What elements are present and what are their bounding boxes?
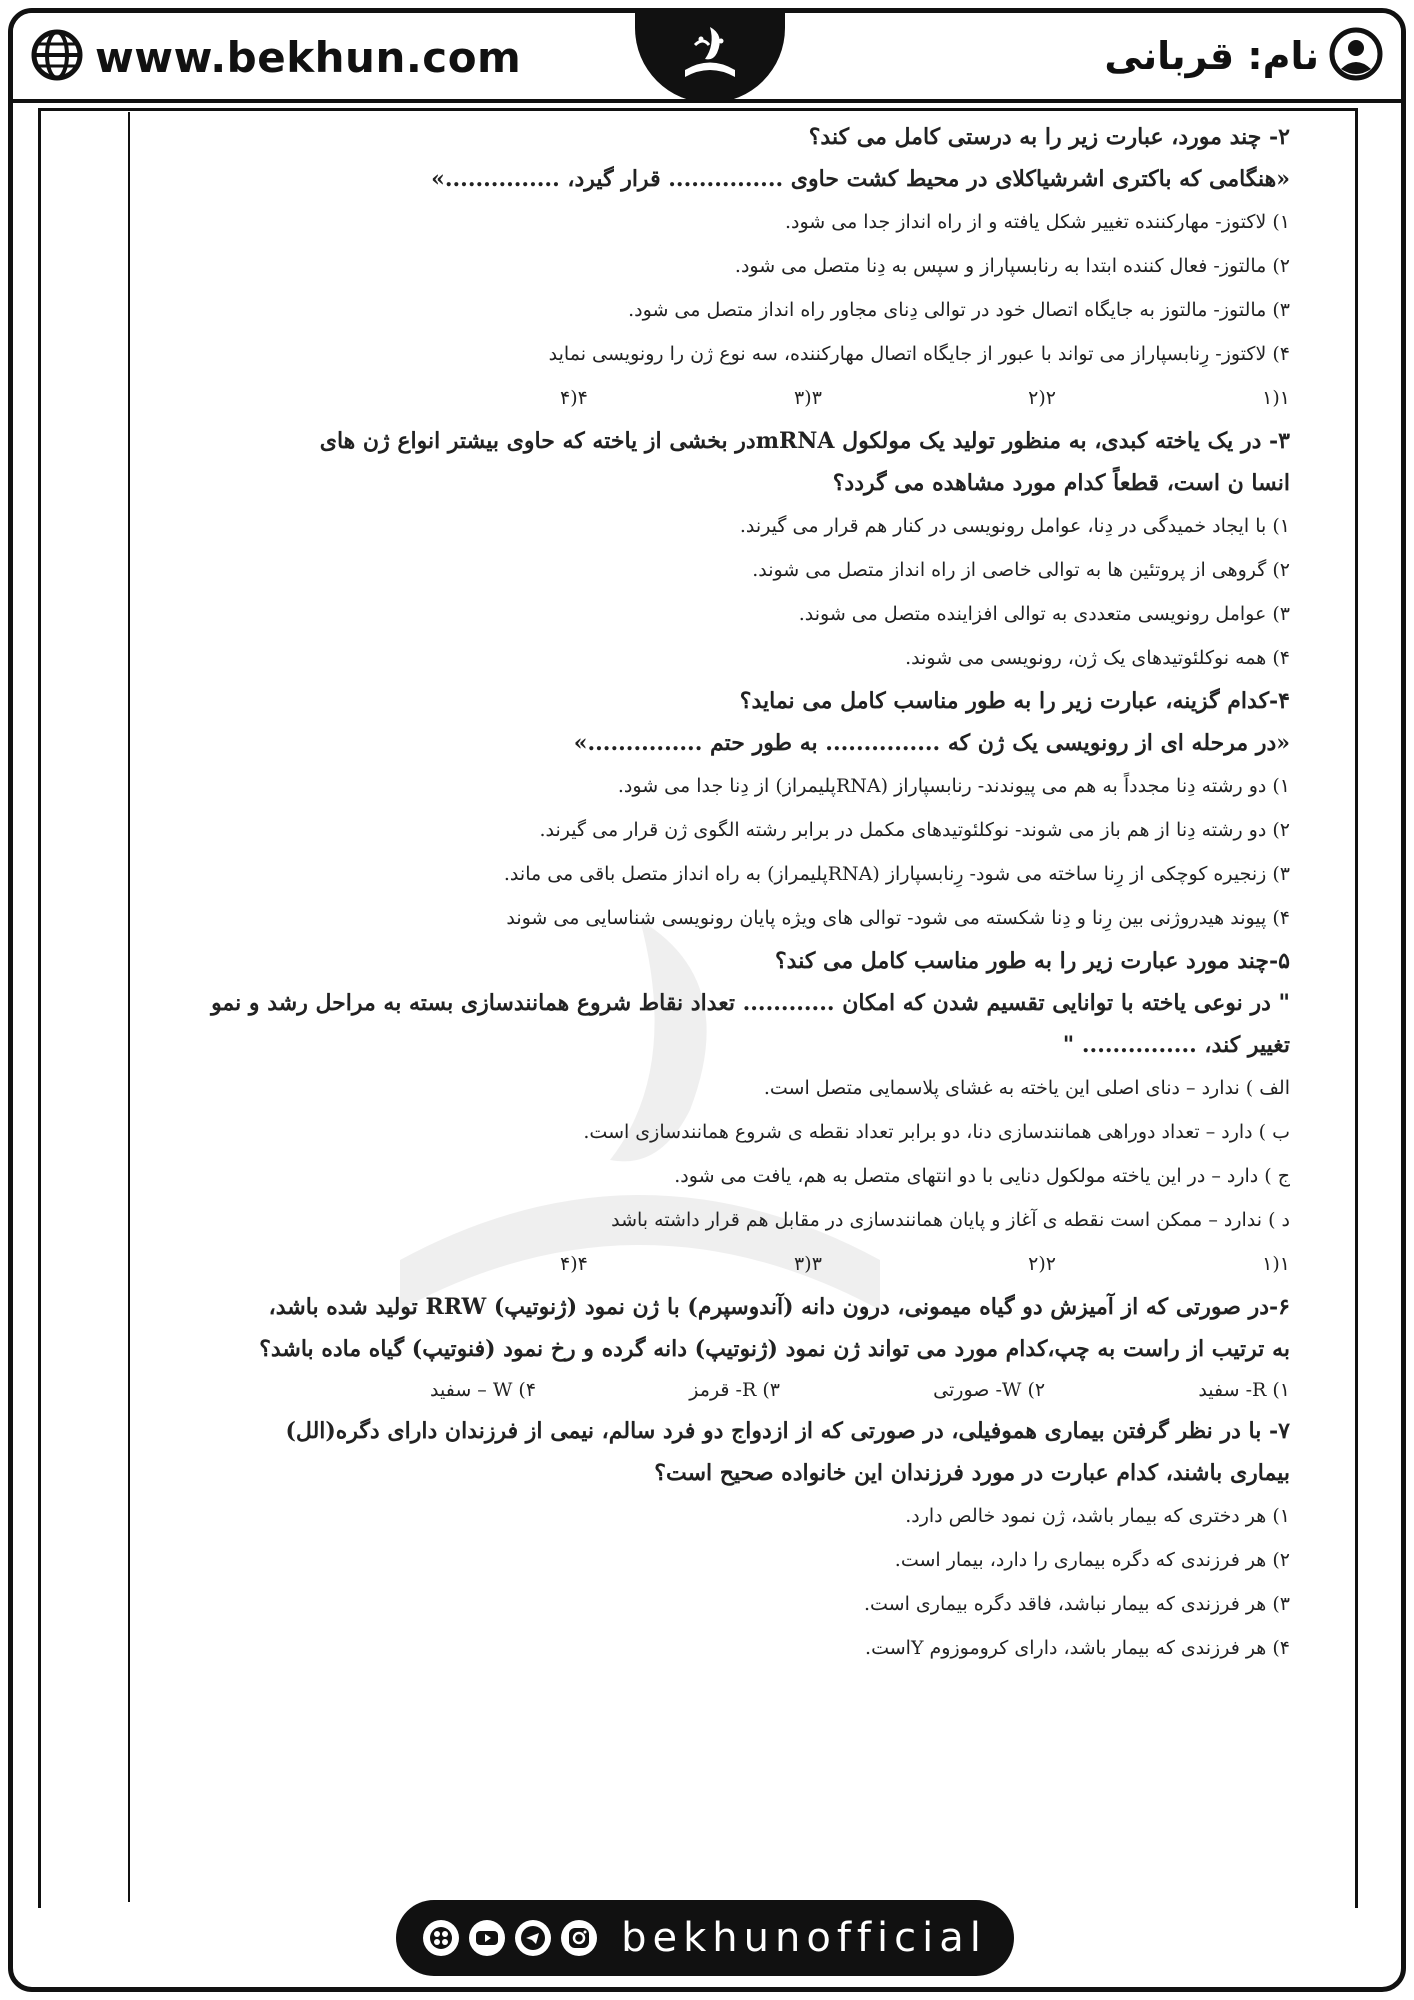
- q7-option-3: ۳) هر فرزندی که بیمار نباشد، فاقد دگره بیماری است.: [863, 1593, 1290, 1615]
- student-name: [1104, 27, 1383, 85]
- q6-option-3: ۳) R- قرمز: [689, 1379, 780, 1401]
- q2-option-4: ۴) لاکتوز- رِنابسپاراز می تواند با عبور از جایگاه اتصال مهارکننده، سه نوع ژن را رونویسی نماید: [548, 343, 1290, 365]
- question-7-title: ۷- با در نظر گرفتن بیماری هموفیلی، در صورتی که از ازدواج دو فرد سالم، نیمی از فرزندان دارای دگره(الل): [285, 1418, 1290, 1444]
- question-2-stem: «هنگامی که باکتری اشرشیاکلای در محیط کشت حاوی ............... قرار گیرد، ...............»: [431, 166, 1290, 192]
- question-6-title: ۶-در صورتی که از آمیزش دو گیاه میمونی، درون دانه (آندوسپرم) با ژن نمود (ژنوتیپ) RRW تولید شده باشد،: [268, 1294, 1290, 1320]
- q3-option-3: ۳) عوامل رونویسی متعددی به توالی افزاینده متصل می شوند.: [798, 603, 1290, 625]
- question-2-title: ۲- چند مورد، عبارت زیر را به درستی کامل می کند؟: [808, 124, 1290, 150]
- question-3-title-cont: انسا ن است، قطعاً کدام مورد مشاهده می گردد؟: [832, 470, 1290, 496]
- question-6-title-cont: به ترتیب از راست به چپ،کدام مورد می تواند ژن نمود (ژنوتیپ) دانه گرده و رخ نمود (فنوتیپ) گیاه ماده باشد؟: [259, 1336, 1290, 1362]
- question-5-title: ۵-چند مورد عبارت زیر را به طور مناسب کامل می کند؟: [775, 948, 1290, 974]
- q5-option-b: ب ) دارد – تعداد دوراهی همانندسازی دنا، دو برابر تعداد نقطه ی شروع همانندسازی است.: [583, 1121, 1290, 1143]
- q3-option-1: ۱) با ایجاد خمیدگی در دِنا، عوامل رونویسی در کنار هم قرار می گیرند.: [739, 515, 1290, 537]
- q4-option-1: ۱) دو رشته دِنا مجدداً به هم می پیوندند- رنابسپاراز (RNAپلیمراز) از دِنا جدا می شود.: [617, 775, 1290, 797]
- question-7-title-cont: بیماری باشند، کدام عبارت در مورد فرزندان این خانواده صحیح است؟: [654, 1460, 1290, 1486]
- q5-choice-2: ۲(۲: [1028, 1253, 1056, 1275]
- q2-choice-2: ۲(۲: [1028, 387, 1056, 409]
- q5-answer-choices: [150, 1242, 1290, 1286]
- q5-option-c: ج ) دارد – در این یاخته مولکول دنایی با دو انتهای متصل به هم، یافت می شود.: [674, 1165, 1290, 1187]
- q5-choice-3: ۳(۳: [794, 1253, 822, 1275]
- question-5-stem: " در نوعی یاخته با توانایی تقسیم شدن که امکان ............ تعداد نقاط شروع همانندسازی بسته به مراحل رشد و نمو: [211, 990, 1290, 1016]
- question-5-stem-cont: تغییر کند، ............... ": [1062, 1032, 1290, 1058]
- q5-option-d: د ) ندارد – ممکن است نقطه ی آغاز و پایان همانندسازی در مقابل هم قرار داشته باشد: [611, 1209, 1290, 1231]
- q3-option-4: ۴) همه نوکلئوتیدهای یک ژن، رونویسی می شوند.: [905, 647, 1290, 669]
- q6-option-2: ۲) W- صورتی: [933, 1379, 1046, 1401]
- site-url[interactable]: www.bekhun.com: [95, 32, 522, 82]
- q7-option-4: ۴) هر فرزندی که بیمار باشد، دارای کروموزوم Yاست.: [865, 1637, 1290, 1659]
- globe-icon: [31, 29, 83, 85]
- q4-option-2: ۲) دو رشته دِنا از هم باز می شوند- نوکلئوتیدهای مکمل در برابر رشته الگوی ژن قرار می گیرند.: [539, 819, 1290, 841]
- q6-option-4: ۴) W – سفید: [430, 1379, 537, 1401]
- q3-option-2: ۲) گروهی از پروتئین ها به توالی خاصی از راه انداز متصل می شوند.: [752, 559, 1290, 581]
- question-3-title: ۳- در یک یاخته کبدی، به منظور تولید یک مولکول mRNAدر بخشی از یاخته که حاوی بیشتر انواع ژن های: [319, 428, 1290, 454]
- q7-option-1: ۱) هر دختری که بیمار باشد، ژن نمود خالص دارد.: [905, 1505, 1290, 1527]
- book-logo-icon: [665, 15, 755, 95]
- instagram-icon[interactable]: [561, 1920, 597, 1956]
- q2-option-2: ۲) مالتوز- فعال کننده ابتدا به رنابسپاراز و سپس به دِنا متصل می شود.: [734, 255, 1290, 277]
- q5-option-a: الف ) ندارد – دنای اصلی این یاخته به غشای پلاسمایی متصل است.: [763, 1077, 1290, 1099]
- q2-option-1: ۱) لاکتوز- مهارکننده تغییر شکل یافته و از راه انداز جدا می شود.: [784, 211, 1290, 233]
- q2-answer-choices: [150, 376, 1290, 420]
- youtube-icon[interactable]: [469, 1920, 505, 1956]
- q6-options: [150, 1370, 1290, 1410]
- q2-choice-4: ۴(۴: [560, 387, 588, 409]
- aparat-icon[interactable]: [423, 1920, 459, 1956]
- q4-option-4: ۴) پیوند هیدروژنی بین رِنا و دِنا شکسته می شود- توالی های ویژه پایان رونویسی شناسایی می شوند: [506, 907, 1290, 929]
- question-4-title: ۴-کدام گزینه، عبارت زیر را به طور مناسب کامل می نماید؟: [739, 688, 1290, 714]
- q7-option-2: ۲) هر فرزندی که دگره بیماری را دارد، بیمار است.: [894, 1549, 1290, 1571]
- exam-content: [150, 116, 1290, 1670]
- q2-choice-1: ۱(۱: [1262, 387, 1290, 409]
- q2-option-3: ۳) مالتوز- مالتوز به جایگاه اتصال خود در توالی دِنای مجاور راه انداز متصل می شود.: [628, 299, 1290, 321]
- social-handle[interactable]: bekhunofficial: [621, 1915, 987, 1961]
- q5-choice-4: ۴(۴: [560, 1253, 588, 1275]
- margin-line: [128, 112, 130, 1902]
- social-bar: [396, 1900, 1014, 1976]
- telegram-icon[interactable]: [515, 1920, 551, 1956]
- user-icon: [1329, 27, 1383, 85]
- question-4-stem: «در مرحله ای از رونویسی یک ژن که ............... به طور حتم ...............»: [573, 730, 1290, 756]
- site-link[interactable]: [31, 29, 521, 85]
- name-label: نام: قربانی: [1104, 34, 1319, 78]
- q5-choice-1: ۱(۱: [1262, 1253, 1290, 1275]
- q2-choice-3: ۳(۳: [794, 387, 822, 409]
- q6-option-1: ۱) R- سفید: [1198, 1379, 1290, 1401]
- logo: [635, 8, 785, 103]
- q4-option-3: ۳) زنجیره کوچکی از رِنا ساخته می شود- رِنابسپاراز (RNAپلیمراز) به راه انداز متصل باقی می ماند.: [503, 863, 1290, 885]
- header: [13, 13, 1401, 103]
